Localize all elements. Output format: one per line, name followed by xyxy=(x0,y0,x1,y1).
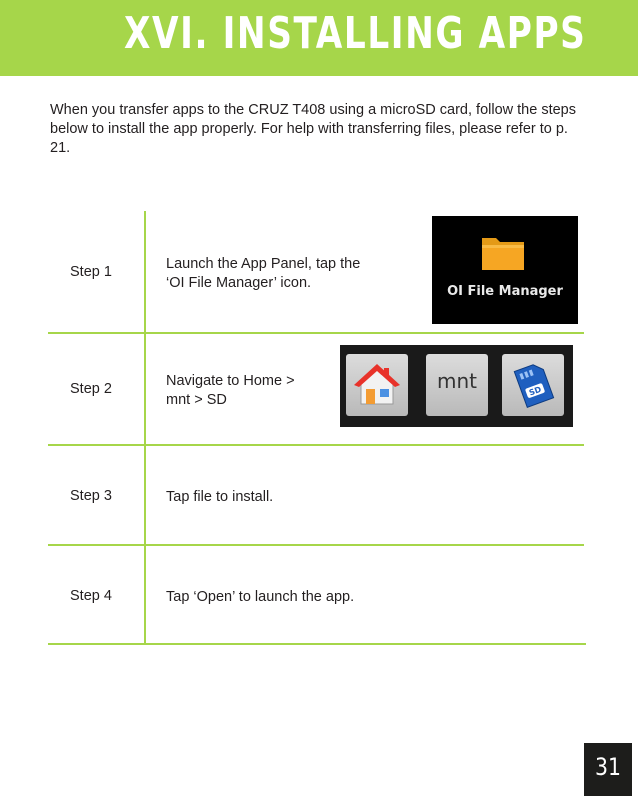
step-2-text-line: mnt > SD xyxy=(166,392,227,408)
step-1-text-line: Launch the App Panel, tap the xyxy=(166,256,361,272)
mnt-tile xyxy=(426,354,488,416)
mnt-label: mnt xyxy=(437,369,477,393)
step-2-text xyxy=(166,372,295,410)
row-divider xyxy=(48,544,584,546)
page-title: XVI. INSTALLING APPS xyxy=(124,8,587,59)
step-3-label: Step 3 xyxy=(70,488,112,504)
step-3-text: Tap file to install. xyxy=(166,489,274,505)
step-4-label: Step 4 xyxy=(70,588,112,604)
home-tile xyxy=(346,354,408,416)
row-divider xyxy=(48,332,584,334)
step-2-text-line: Navigate to Home > xyxy=(166,373,295,389)
oi-file-manager-caption: OI File Manager xyxy=(447,284,563,299)
page-number: 31 xyxy=(595,753,621,781)
intro-paragraph: When you transfer apps to the CRUZ T408 using a microSD card, follow the steps below to install the app properly. For help with transferring files, please refer to p. 21. xyxy=(50,102,577,156)
oi-file-manager-screenshot xyxy=(432,216,578,324)
row-divider xyxy=(48,643,586,645)
step-2-label: Step 2 xyxy=(70,381,112,397)
step-1-text-line: ‘OI File Manager’ icon. xyxy=(166,275,312,291)
step-1-text xyxy=(166,255,360,293)
folder-icon xyxy=(480,232,526,272)
row-divider xyxy=(48,444,584,446)
step-4-text: Tap ‘Open’ to launch the app. xyxy=(166,589,355,605)
home-icon xyxy=(346,354,408,416)
column-divider xyxy=(144,211,146,644)
step-1-label: Step 1 xyxy=(70,264,112,280)
page-number-box xyxy=(584,743,632,796)
sd-tile xyxy=(502,354,564,416)
svg-text:SD: SD xyxy=(527,384,543,398)
navigation-screenshot xyxy=(340,345,573,427)
sd-card-icon xyxy=(502,354,564,416)
